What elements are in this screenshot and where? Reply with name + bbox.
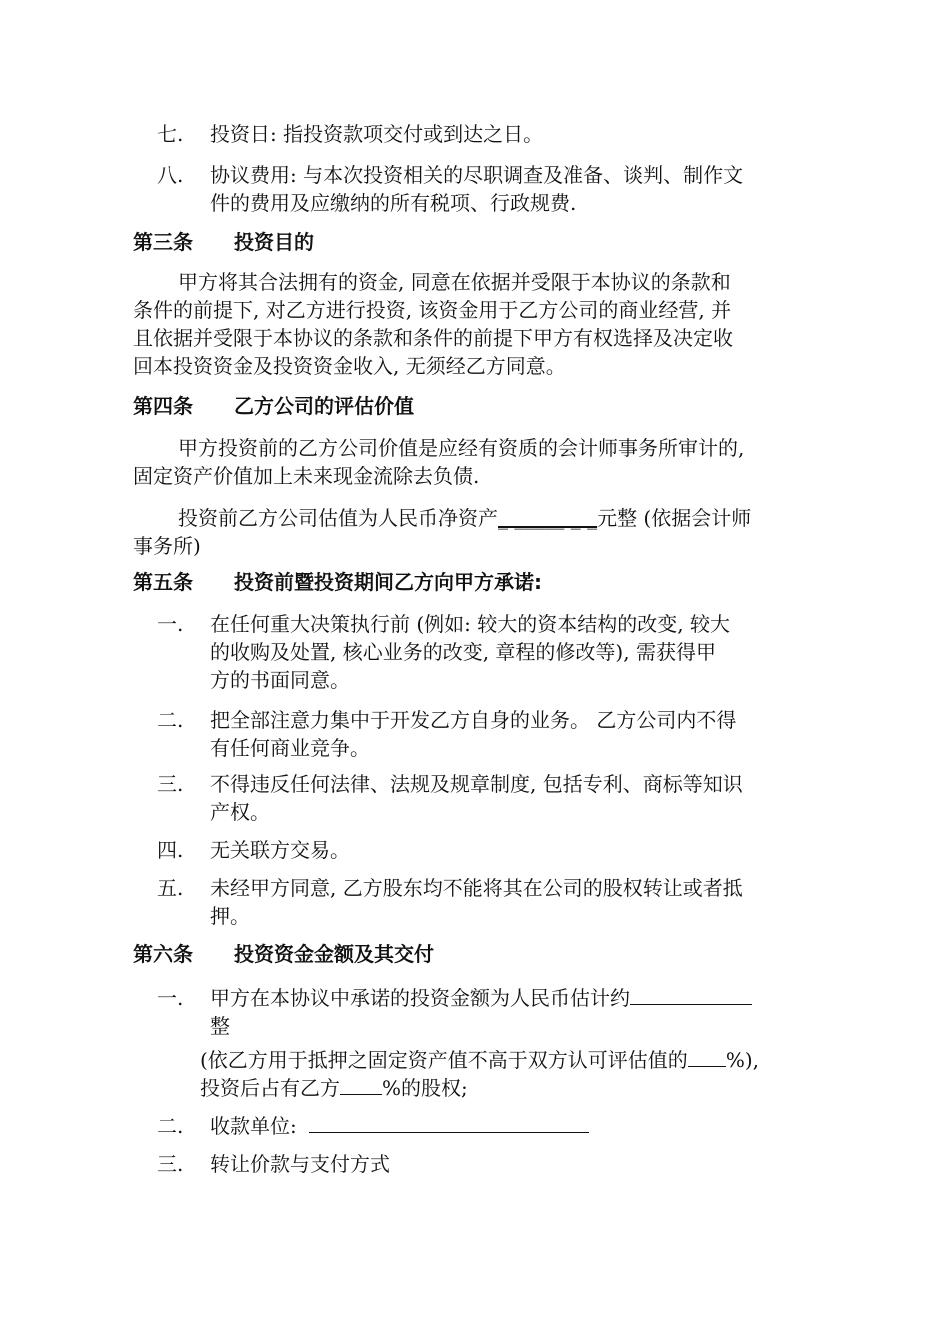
- payee-label: 收款单位:: [210, 1114, 297, 1138]
- item-number: 七.: [157, 122, 184, 146]
- item-text: 在任何重大决策执行前 (例如: 较大的资本结构的改变, 较大: [210, 612, 730, 636]
- collateral-note: [200, 1046, 759, 1074]
- investment-amount-blank: [630, 984, 752, 1005]
- item-number: 五.: [157, 876, 184, 900]
- item-number: 三.: [157, 772, 184, 796]
- article-title: 投资目的: [234, 230, 314, 254]
- valuation-line: [178, 504, 751, 532]
- item-text: 方的书面同意。: [210, 668, 350, 692]
- item-text: 未经甲方同意, 乙方股东均不能将其在公司的股权转让或者抵: [210, 876, 743, 900]
- collateral-percent-blank: [688, 1046, 726, 1067]
- article-title: 投资资金金额及其交付: [234, 942, 434, 966]
- article-title: 投资前暨投资期间乙方向甲方承诺:: [234, 570, 542, 594]
- item-text: 转让价款与支付方式: [210, 1152, 390, 1176]
- item-number: 二.: [157, 1114, 184, 1138]
- article-heading: 第六条: [133, 942, 193, 966]
- item-text: 产权。: [210, 800, 270, 824]
- item-number: 八.: [157, 163, 184, 187]
- paragraph-line: 回本投资资金及投资资金收入, 无须经乙方同意。: [133, 354, 566, 378]
- equity-note-prefix: 投资后占有乙方: [200, 1076, 340, 1100]
- payee-line: [210, 1112, 589, 1140]
- paragraph-line: 且依据并受限于本协议的条款和条件的前提下甲方有权选择及决定收: [133, 326, 733, 350]
- item-text: 件的费用及应缴纳的所有税项、行政规费.: [210, 191, 577, 215]
- article-heading: 第三条: [133, 230, 193, 254]
- investment-amount-line: [210, 984, 752, 1012]
- equity-percent-blank: [340, 1074, 382, 1095]
- article-title: 乙方公司的评估价值: [234, 394, 414, 418]
- item-text: 协议费用: 与本次投资相关的尽职调查及准备、谈判、制作文: [210, 163, 744, 187]
- paragraph-line: 固定资产价值加上未来现金流除去负债.: [133, 464, 480, 488]
- payee-blank: [309, 1112, 589, 1133]
- investment-amount-text: 甲方在本协议中承诺的投资金额为人民币估计约: [210, 986, 630, 1010]
- collateral-note-prefix: (依乙方用于抵押之固定资产值不高于双方认可评估值的: [200, 1048, 688, 1072]
- paragraph-line: 甲方投资前的乙方公司价值是应经有资质的会计师事务所审计的,: [178, 436, 745, 460]
- item-text: 不得违反任何法律、法规及规章制度, 包括专利、商标等知识: [210, 772, 743, 796]
- article-heading: 第五条: [133, 570, 193, 594]
- item-text: 把全部注意力集中于开发乙方自身的业务。 乙方公司内不得: [210, 708, 737, 732]
- paragraph-line: 甲方将其合法拥有的资金, 同意在依据并受限于本协议的条款和: [178, 270, 731, 294]
- equity-note: [200, 1074, 468, 1102]
- item-number: 四.: [157, 838, 184, 862]
- valuation-prefix: 投资前乙方公司估值为人民币净资产: [178, 506, 498, 530]
- item-text: 的收购及处置, 核心业务的改变, 章程的修改等), 需获得甲: [210, 640, 716, 664]
- equity-note-suffix: %的股权;: [382, 1076, 468, 1100]
- valuation-suffix: 元整 (依据会计师: [597, 506, 752, 530]
- collateral-note-suffix: %),: [725, 1048, 759, 1072]
- item-text: 整: [210, 1014, 230, 1038]
- paragraph-line: 事务所): [133, 534, 201, 558]
- article-heading: 第四条: [133, 394, 193, 418]
- item-number: 三.: [157, 1152, 184, 1176]
- paragraph-line: 条件的前提下, 对乙方进行投资, 该资金用于乙方公司的商业经营, 并: [133, 298, 732, 322]
- item-text: 投资日: 指投资款项交付或到达之日。: [210, 122, 544, 146]
- item-number: 一.: [157, 986, 184, 1010]
- item-number: 二.: [157, 708, 184, 732]
- item-number: 一.: [157, 612, 184, 636]
- item-text: 押。: [210, 904, 250, 928]
- item-text: 无关联方交易。: [210, 838, 350, 862]
- valuation-blank: _ _____ _ _: [498, 506, 598, 530]
- item-text: 有任何商业竞争。: [210, 736, 370, 760]
